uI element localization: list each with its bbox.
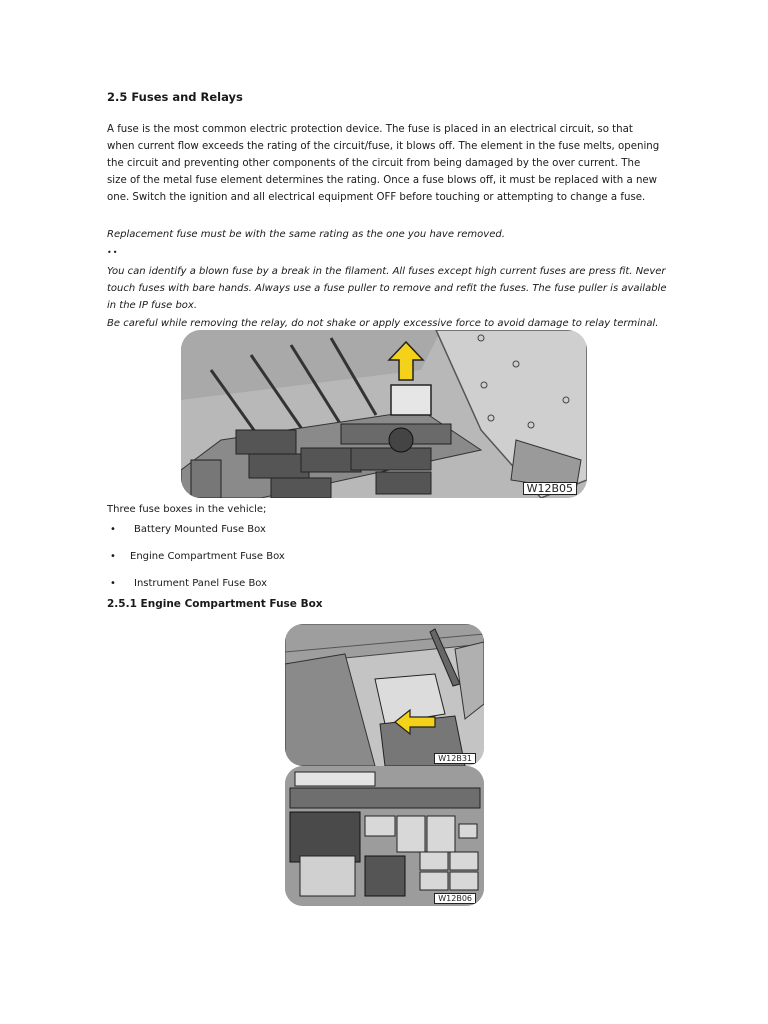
bullet-icon: • (110, 551, 116, 562)
subsection-heading: 2.5.1 Engine Compartment Fuse Box (107, 598, 323, 610)
section-heading: 2.5 Fuses and Relays (107, 90, 243, 104)
engine-fuse-box-drawing (285, 766, 484, 906)
bullet-icon: • (110, 524, 116, 535)
fuse-box-illustration (181, 330, 587, 498)
fuse-box-list-item: • Engine Compartment Fuse Box (110, 551, 285, 562)
figure-code-w12b05: W12B05 (523, 482, 577, 495)
note-marker: •• (107, 248, 119, 257)
engine-bay-drawing (285, 624, 484, 766)
blown-fuse-note: You can identify a blown fuse by a break in the filament. All fuses except high current fuses are press fit. Never touch fuses with bare hands. Always use a fuse puller to remove and refit the fuses. The fuse puller is available in the IP fuse box. (107, 266, 667, 312)
fuse-description-paragraph: A fuse is the most common electric protection device. The fuse is placed in an electrical circuit, so that when current flow exceeds the rating of the circuit/fuse, it blows off. The element in the fuse melts, opening the circuit and preventing other components of the circuit from being damaged by the over current. The size of the metal fuse element determines the rating. Once a fuse blows off, it must be replaced with a new one. Switch the ignition and all electrical equipment OFF before touching or attempting to change a fuse. (107, 124, 660, 203)
relay-caution-note: Be careful while removing the relay, do not shake or apply excessive force to avoid damage to relay terminal. (107, 318, 659, 329)
engine-bay-illustration (285, 624, 484, 766)
figure-code-w12b31: W12B31 (434, 753, 476, 764)
replacement-note: Replacement fuse must be with the same rating as the one you have removed. (107, 229, 505, 240)
fuse-box-list-item: • Instrument Panel Fuse Box (110, 578, 268, 589)
fuse-box-drawing (181, 330, 587, 498)
engine-fuse-box-illustration (285, 766, 484, 906)
fuse-box-list-item: • Battery Mounted Fuse Box (110, 524, 266, 535)
bullet-icon: • (110, 578, 116, 589)
figure-code-w12b06: W12B06 (434, 893, 476, 904)
fuse-boxes-intro: Three fuse boxes in the vehicle; (107, 504, 267, 515)
